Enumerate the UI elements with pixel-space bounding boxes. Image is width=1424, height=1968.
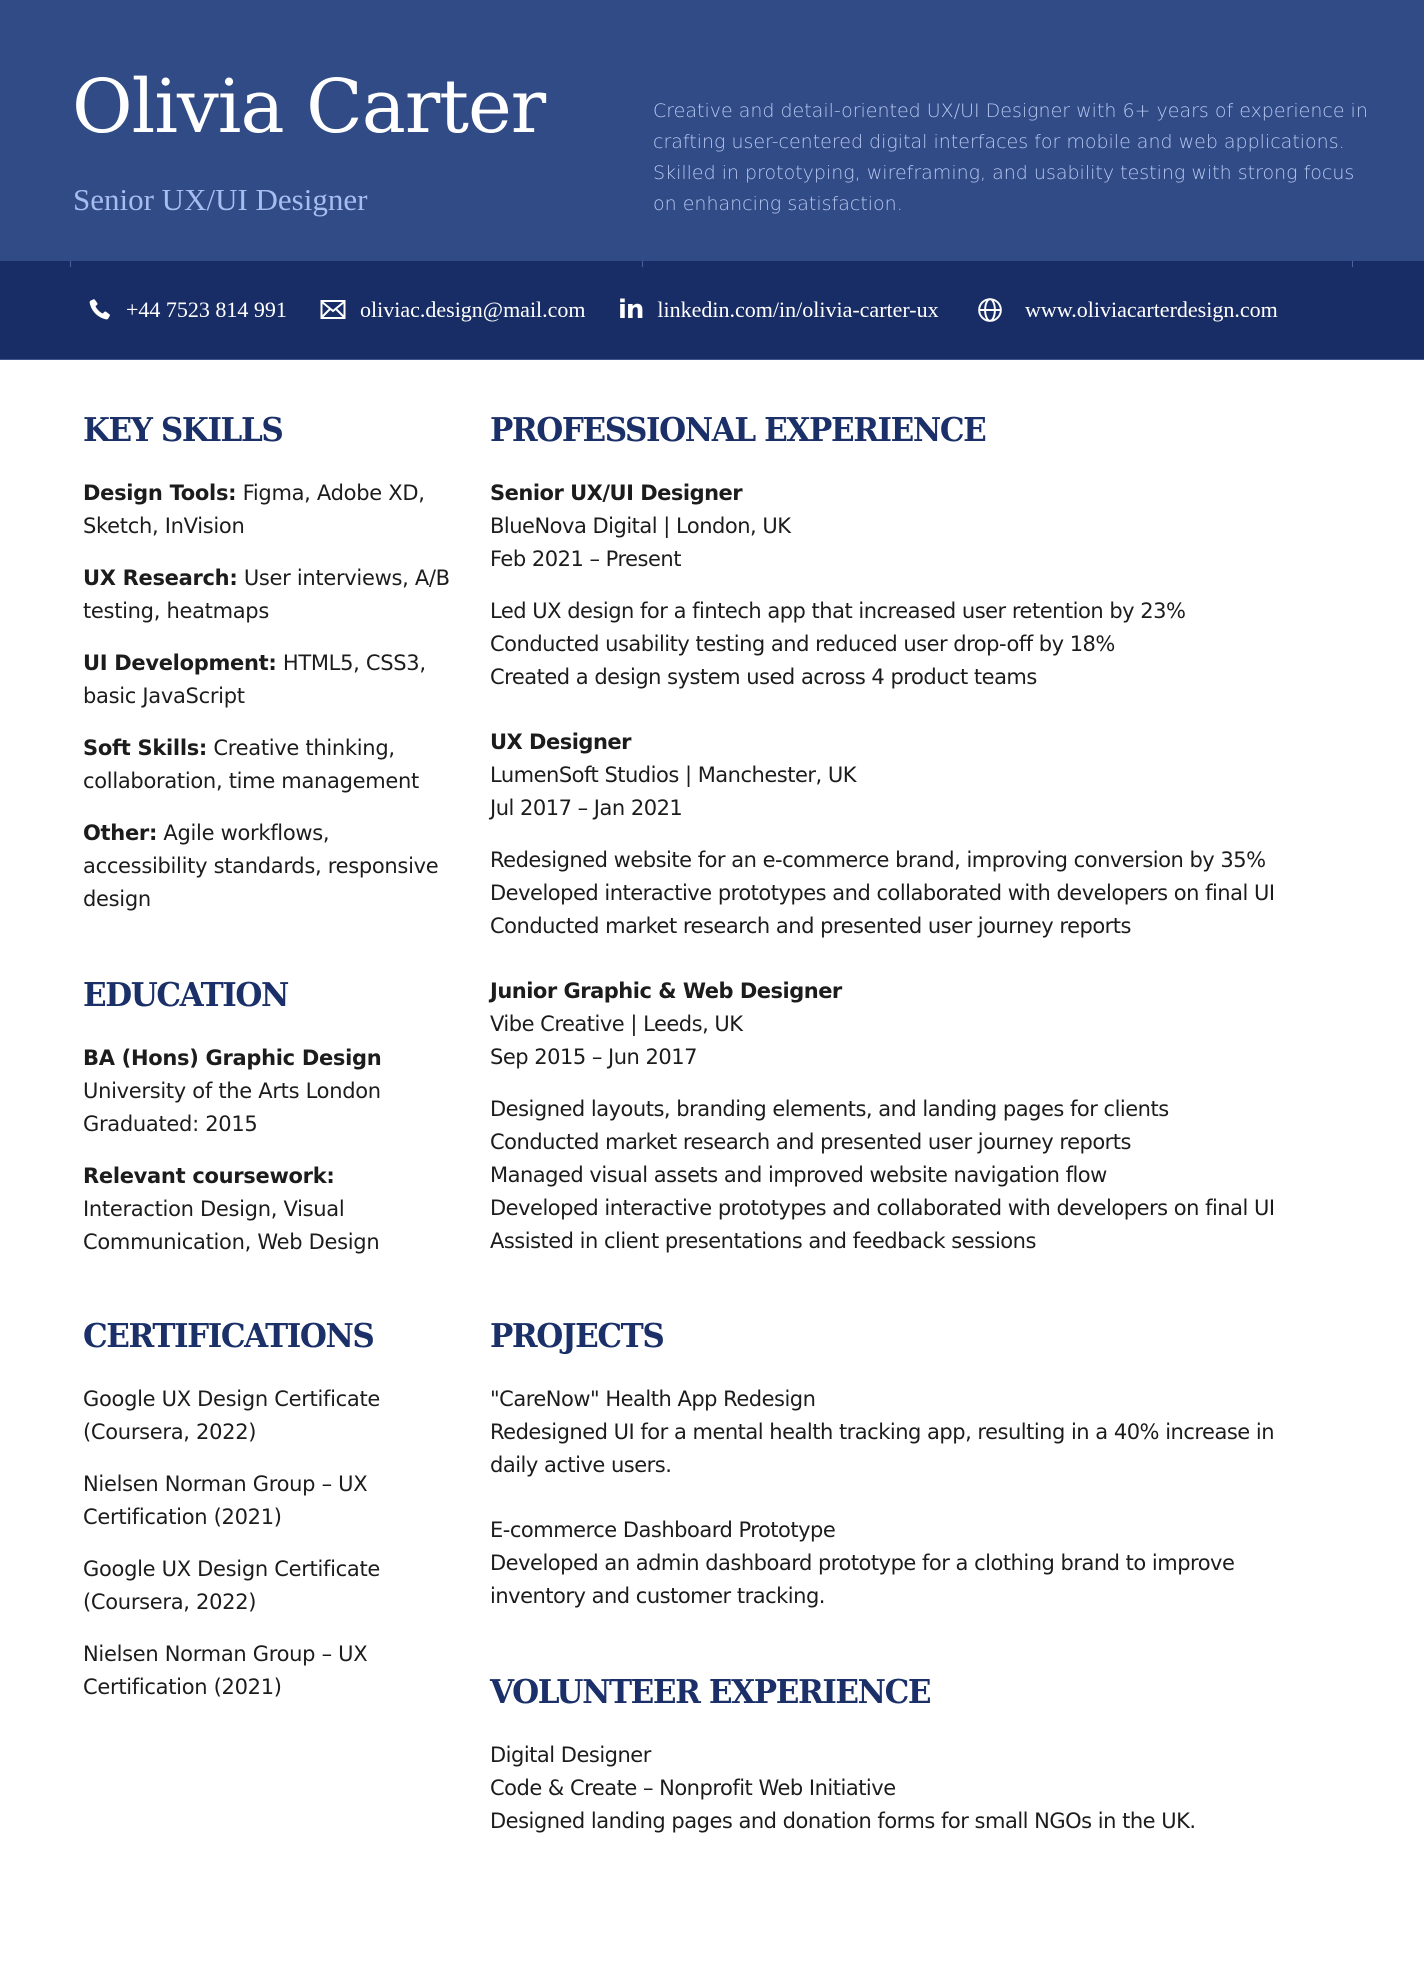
skill-label: UX Research: — [83, 565, 238, 590]
certifications-section — [83, 1316, 453, 1704]
skills-section — [83, 410, 453, 916]
section-heading-education: EDUCATION — [83, 975, 288, 1014]
job-company: BlueNova Digital | London, UK — [490, 513, 791, 538]
section-heading-projects: PROJECTS — [490, 1316, 664, 1355]
job-company: LumenSoft Studios | Manchester, UK — [490, 762, 856, 787]
section-heading-volunteer: VOLUNTEER EXPERIENCE — [490, 1672, 931, 1711]
skill-item — [83, 647, 453, 713]
left-column — [83, 410, 453, 1699]
email-address: oliviac.design@mail.com — [360, 297, 586, 322]
job-bullets — [490, 844, 1390, 943]
contact-linkedin[interactable] — [618, 297, 939, 323]
job-bullets — [490, 595, 1390, 694]
candidate-title: Senior UX/UI Designer — [73, 182, 368, 217]
divider-tick — [70, 261, 71, 267]
contact-phone[interactable] — [86, 297, 287, 323]
mail-icon — [320, 299, 346, 321]
certification-item: Nielsen Norman Group – UX Certification (2021) — [83, 1471, 368, 1529]
globe-icon — [977, 297, 1003, 323]
education-section — [83, 975, 453, 1259]
skill-value: User interviews, A/B testing, heatmaps — [83, 565, 450, 623]
volunteer-organization: Code & Create – Nonprofit Web Initiative — [490, 1775, 896, 1800]
job-entry — [490, 726, 1390, 943]
job-bullet: Led UX design for a fintech app that increased user retention by 23% — [490, 598, 1186, 623]
job-bullet: Redesigned website for an e-commerce brand, improving conversion by 35% — [490, 847, 1266, 872]
skill-item — [83, 477, 453, 543]
job-bullet: Managed visual assets and improved website navigation flow — [490, 1162, 1107, 1187]
profile-summary: Creative and detail-oriented UX/UI Designer with 6+ years of experience in crafting user-centered digital interfaces for mobile and web applications. Skilled in prototyping, wireframing, and usability testing with strong focus on enhancing satisfaction. — [653, 100, 1368, 215]
job-role: Junior Graphic & Web Designer — [490, 978, 842, 1003]
job-entry — [490, 477, 1390, 694]
coursework-label: Relevant coursework: — [83, 1163, 335, 1188]
skill-value: HTML5, CSS3, basic JavaScript — [83, 650, 426, 708]
section-heading-skills: KEY SKILLS — [83, 410, 283, 449]
education-school: University of the Arts London — [83, 1078, 381, 1103]
education-graduated: Graduated: 2015 — [83, 1111, 258, 1136]
skill-label: Soft Skills: — [83, 735, 208, 760]
contact-bar — [0, 261, 1424, 360]
job-bullet: Assisted in client presentations and feedback sessions — [490, 1228, 1036, 1253]
job-bullet: Created a design system used across 4 product teams — [490, 664, 1037, 689]
skill-label: Other: — [83, 820, 158, 845]
skill-label: UI Development: — [83, 650, 277, 675]
job-bullet: Conducted market research and presented user journey reports — [490, 913, 1131, 938]
section-heading-certifications: CERTIFICATIONS — [83, 1316, 374, 1355]
website-url: www.oliviacarterdesign.com — [1025, 297, 1278, 322]
certification-item: Google UX Design Certificate (Coursera, 2022) — [83, 1556, 381, 1614]
right-column — [490, 410, 1390, 1833]
skill-item — [83, 817, 453, 916]
contact-email[interactable] — [320, 297, 586, 323]
job-bullet: Developed interactive prototypes and collaborated with developers on final UI — [490, 1195, 1275, 1220]
volunteer-description: Designed landing pages and donation forms for small NGOs in the UK. — [490, 1808, 1196, 1833]
job-dates: Sep 2015 – Jun 2017 — [490, 1044, 697, 1069]
certification-item: Nielsen Norman Group – UX Certification (2021) — [83, 1641, 368, 1699]
job-bullet: Designed layouts, branding elements, and landing pages for clients — [490, 1096, 1169, 1121]
job-bullet: Conducted usability testing and reduced user drop-off by 18% — [490, 631, 1115, 656]
job-dates: Feb 2021 – Present — [490, 546, 681, 571]
divider-tick — [642, 261, 643, 267]
linkedin-icon: in — [618, 295, 644, 325]
job-role: Senior UX/UI Designer — [490, 480, 743, 505]
job-company: Vibe Creative | Leeds, UK — [490, 1011, 743, 1036]
linkedin-url: linkedin.com/in/olivia-carter-ux — [657, 297, 939, 322]
experience-section — [490, 410, 1390, 1258]
skill-item — [83, 562, 453, 628]
coursework-list: Interaction Design, Visual Communication, Web Design — [83, 1196, 380, 1254]
phone-icon — [86, 297, 112, 323]
job-bullets — [490, 1093, 1390, 1258]
job-entry — [490, 975, 1390, 1258]
skill-value: Creative thinking, collaboration, time management — [83, 735, 419, 793]
job-role: UX Designer — [490, 729, 632, 754]
certification-item: Google UX Design Certificate (Coursera, 2022) — [83, 1386, 381, 1444]
volunteer-section — [490, 1672, 1370, 1838]
volunteer-role: Digital Designer — [490, 1742, 651, 1767]
skill-value: Agile workflows, accessibility standards, responsive design — [83, 820, 439, 911]
divider-tick — [1352, 261, 1353, 267]
projects-section — [490, 1316, 1370, 1613]
contact-website[interactable] — [977, 297, 1278, 323]
resume-header — [0, 0, 1424, 261]
job-bullet: Developed interactive prototypes and collaborated with developers on final UI — [490, 880, 1275, 905]
skill-item — [83, 732, 453, 798]
section-heading-experience: PROFESSIONAL EXPERIENCE — [490, 410, 986, 449]
education-degree: BA (Hons) Graphic Design — [83, 1045, 382, 1070]
skill-label: Design Tools: — [83, 480, 237, 505]
project-description: Redesigned UI for a mental health tracking app, resulting in a 40% increase in daily active users. — [490, 1419, 1275, 1477]
job-bullet: Conducted market research and presented user journey reports — [490, 1129, 1131, 1154]
job-dates: Jul 2017 – Jan 2021 — [490, 795, 683, 820]
skill-value: Figma, Adobe XD, Sketch, InVision — [83, 480, 425, 538]
phone-number: +44 7523 814 991 — [126, 297, 287, 322]
project-description: Developed an admin dashboard prototype for a clothing brand to improve inventory and customer tracking. — [490, 1550, 1235, 1608]
project-name: E-commerce Dashboard Prototype — [490, 1517, 836, 1542]
candidate-name: Olivia Carter — [72, 64, 546, 150]
project-name: "CareNow" Health App Redesign — [490, 1386, 816, 1411]
